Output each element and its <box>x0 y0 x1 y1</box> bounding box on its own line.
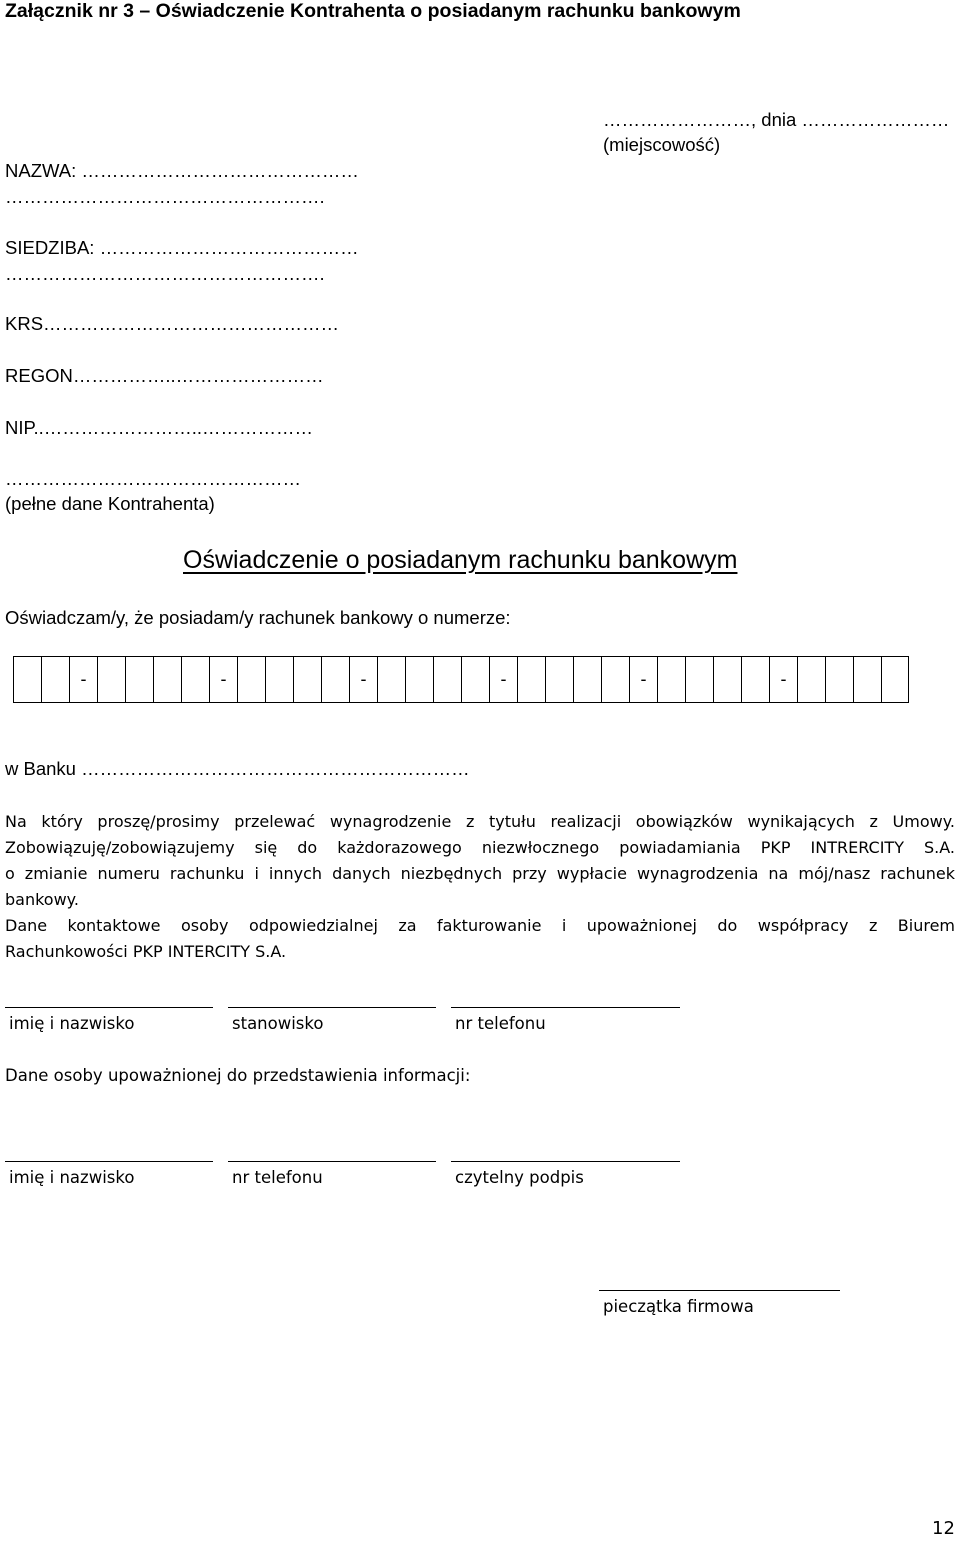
declaration-line-1: Na który proszę/prosimy przelewać wynagrodzenie z tytułu realizacji obowiązków wynikających z Umowy. <box>5 812 955 831</box>
section-heading: Oświadczenie o posiadanym rachunku bankowym <box>183 546 738 574</box>
regon-field: REGON……………..…………………… <box>5 365 324 386</box>
date-line: ……………………, dnia …………………… <box>603 109 950 130</box>
contact-line-2: Rachunkowości PKP INTERCITY S.A. <box>5 942 287 961</box>
account-digit-box[interactable] <box>237 657 265 702</box>
signature-line-name-2 <box>5 1161 213 1162</box>
account-separator[interactable]: - <box>69 657 97 702</box>
account-separator[interactable]: - <box>349 657 377 702</box>
signature-line-phone-2 <box>228 1161 436 1162</box>
account-separator[interactable]: - <box>629 657 657 702</box>
account-digit-box[interactable] <box>517 657 545 702</box>
stamp-line <box>599 1290 840 1291</box>
krs-field: KRS………………………………………… <box>5 313 340 334</box>
label-signature: czytelny podpis <box>455 1168 584 1187</box>
account-digit-box[interactable] <box>377 657 405 702</box>
account-digit-box[interactable] <box>713 657 741 702</box>
account-separator[interactable]: - <box>489 657 517 702</box>
account-digit-box[interactable] <box>97 657 125 702</box>
account-digit-box[interactable] <box>293 657 321 702</box>
account-digit-box[interactable] <box>545 657 573 702</box>
place-caption: (miejscowość) <box>603 134 721 155</box>
account-digit-box[interactable] <box>433 657 461 702</box>
account-digit-box[interactable] <box>825 657 853 702</box>
authorized-person-label: Dane osoby upoważnionej do przedstawienia informacji: <box>5 1066 471 1085</box>
account-digit-box[interactable] <box>657 657 685 702</box>
label-phone-2: nr telefonu <box>232 1168 323 1187</box>
name-field: NAZWA: ……………………………………… <box>5 160 359 181</box>
contact-line-1: Dane kontaktowe osoby odpowiedzialnej za fakturowanie i upoważnionej do współpracy z Biurem <box>5 916 955 935</box>
account-digit-box[interactable] <box>685 657 713 702</box>
signature-line-name <box>5 1007 213 1008</box>
declaration-line-2: Zobowiązuję/zobowiązujemy się do każdorazowego niezwłocznego powiadamiania PKP INTRERCITY S.A. <box>5 838 955 857</box>
account-number-boxes[interactable] <box>13 656 909 703</box>
account-digit-box[interactable] <box>881 657 908 702</box>
account-digit-box[interactable] <box>265 657 293 702</box>
label-name-2: imię i nazwisko <box>9 1168 135 1187</box>
account-digit-box[interactable] <box>853 657 881 702</box>
account-separator[interactable]: - <box>209 657 237 702</box>
document-title: Załącznik nr 3 – Oświadczenie Kontrahenta o posiadanym rachunku bankowym <box>5 0 741 22</box>
account-digit-box[interactable] <box>125 657 153 702</box>
signature-line-position <box>228 1007 436 1008</box>
nip-field: NIP..……………………..……………… <box>5 417 314 438</box>
account-digit-box[interactable] <box>601 657 629 702</box>
account-digit-box[interactable] <box>153 657 181 702</box>
signature-line-phone <box>451 1007 680 1008</box>
contractor-caption: (pełne dane Kontrahenta) <box>5 493 215 514</box>
label-name: imię i nazwisko <box>9 1014 135 1033</box>
account-digit-box[interactable] <box>321 657 349 702</box>
account-statement: Oświadczam/y, że posiadam/y rachunek bankowy o numerze: <box>5 607 511 628</box>
declaration-line-4: bankowy. <box>5 890 79 909</box>
declaration-text <box>5 809 955 965</box>
account-digit-box[interactable] <box>181 657 209 702</box>
extra-field: ………………………………………… <box>5 468 301 489</box>
account-separator[interactable]: - <box>769 657 797 702</box>
seat-field-continuation: ……………………………………………. <box>5 263 325 284</box>
account-digit-box[interactable] <box>797 657 825 702</box>
bank-field: w Banku ……………………………………………………… <box>5 758 470 779</box>
stamp-label: pieczątka firmowa <box>603 1297 754 1316</box>
account-digit-box[interactable] <box>573 657 601 702</box>
seat-field: SIEDZIBA: …………………………………… <box>5 237 359 258</box>
declaration-line-3: o zmianie numeru rachunku i innych danych niezbędnych przy wypłacie wynagrodzenia na mój/nasz rachunek <box>5 864 955 883</box>
signature-line-signature <box>451 1161 680 1162</box>
name-field-continuation: ……………………………………………. <box>5 186 325 207</box>
account-digit-box[interactable] <box>741 657 769 702</box>
account-digit-box[interactable] <box>41 657 69 702</box>
account-digit-box[interactable] <box>461 657 489 702</box>
label-phone: nr telefonu <box>455 1014 546 1033</box>
account-digit-box[interactable] <box>14 657 41 702</box>
account-digit-box[interactable] <box>405 657 433 702</box>
label-position: stanowisko <box>232 1014 324 1033</box>
page-number: 12 <box>932 1518 955 1539</box>
